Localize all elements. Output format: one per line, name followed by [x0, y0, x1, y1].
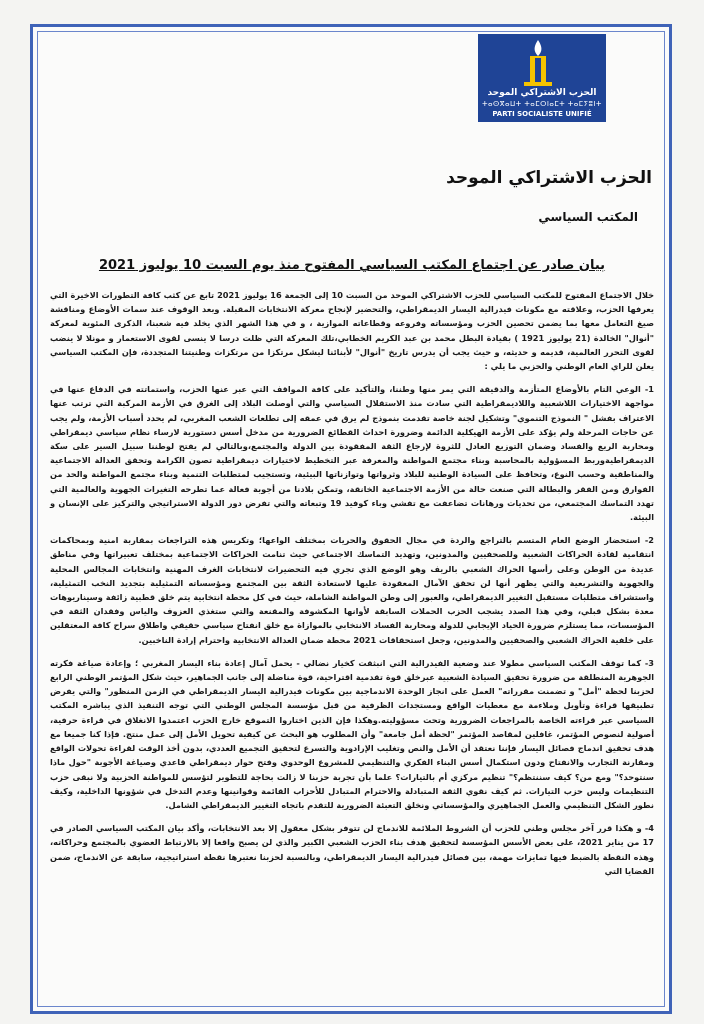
point-1-paragraph: 1- الوعي التام بالأوضاع المتأزمة والدقيقة التي يمر منها وطننا، والتأكيد على كافة المواقف التي عبر عنها الحزب، واستماتته في الدفاع عنها في مواجهة الاختيارات اللاشعبية واللاديمقراطية التي سادت منذ الاستقلال السياسي والتي أوصلت البلاد إلى الغرق في الأزمة المركبة التي ترتب عنها الاعتراف بفشل " النموذج التنموي" وتشكيل لجنة خاصة تقدمت بنموذج لم يرق في عمقه إلى تطلعات الشعب المغربي، لم يحدد أسباب الأزمة، ولم يجب عن حاجات المرحلة ولم يؤكد على الأزمة الهيكلية الدائمة وضرورة احداث القطائع الضرورية من مدخل أسس دستورية لارساء نظام سياسي ديمقراطي ومحاربة الريع والفساد وضمان التوزيع العادل للثروة لإرجاع الثقة المفقودة بين الدولة والمجتمع،وبالتالي لم يفتح لوطننا سبيل السير على سكة الديمقراطيةوربط المسؤولية بالمحاسبة وبناء مجتمع المواطنة والمعرفة عبر التخطيط لاختيارات ديمقراطية تصون الكرامة وتحقق العدالة الاجتماعية والمناطقية وحسب النوع، وتحافظ على السيادة الوطنية للبلاد وثرواتها وتوازناتها البيئية، وتستجيب لمتطلبات التنمية وبناء مجتمع المواطنة والحد من الفوارق ومن الفقر والبطالة التي صنعت حالة من الأزمة الاجتماعية الخانقة، وتمكن بلادنا من أجوبة فعالة عما تطرحه التغيرات الجهوية والعالمية التي تهدد التماسك المجتمعي، من تحديات ورهانات تضاعفت مع تفشي وباء كوفيد 19 وتبعاته والتي تفرض دور الدولة الاستراتيجي والتركيز على الإنسان و البيئة. — [50, 384, 654, 523]
flame-icon — [535, 40, 542, 56]
party-logo — [478, 34, 606, 122]
point-3-paragraph: 3- كما توقف المكتب السياسي مطولا عند وضعية الفيدرالية التي انبثقت كخيار نضالي - يحمل آمال إعادة بناء اليسار المغربي ؛ وإعادة صياغة فكرته الجوهرية المنطلقة من ضرورة تحقيق السيادة الشعبية عبرخلق قوة تقدمية اقتراحية، قوة مناضلة إلى جانب الجماهير، حيث شكل المؤتمر الوطني الرابع لحزبنا لحظة "أمل" و تضمنت مقرراته" العمل على انجاز الوحدة الاندماجية بين مكونات فيدرالية اليسار الديمقراطي في الزمن المنظور" والتي يفرض تطبيقها قراءة وتأويل وملاءمة مع معطيات الواقع ومستجدات الظرفية من قبل مؤسسة المجلس الوطني التي توجه التنفيذ الذي يباشره المكتب السياسي عبر قراءته الخاصة بالمراجعات الضرورية وتحت مسؤوليته.وهكذا فإن الذين اختاروا التموقع خارج الحزب اعتمدوا الانغلاق في قراءة حرفية، أصولية لنصوص المؤتمر، غافلين لمقاصد المؤتمر "لحظة أمل جامعة" وأن المطلوب هو البحث عن كيفية تحويل الأمل إلى عمل منتج. فإذا كنا جميعا مع هدف تحقيق اندماج فصائل اليسار فإننا نعتقد أن الأمل والنص وتغليب الإرادوية والتسرع لتحقيق التجميع العددي، بدون أخذ الوقت لقراءة تحولات الواقع ومقارنة التجارب والانفتاح ودون استكمال أسس البناء الفكري والتنظيمي للمشروع الوحدوي وفتح حوار ديمقراطي قاعدي وصياغة الأجوبة "حول ماذا سنتوحد؟" ومع من؟ كيف سننتظم؟" تنظيم مركزي أم بالتيارات؟ علما بأن تجربة حزبنا لا زالت بحاجة للتطوير لتؤسس للمواطنة الحزبية ولا نبقى حزب التنظيمات وليس حزب التيارات. ثم كيف نقوي الثقة المتبادلة والاحترام المتبادل للأحزاب القائمة وقوانينها وعدم التدخل في شؤونها الداخلية، وكيف نطور الشكل التنظيمي والعمل الجماهيري والمؤسساتي ونخلق التعبئة الضرورية للتقدم باتجاه التغيير الديمقراطي الشامل. — [50, 657, 654, 810]
political-bureau-heading: المكتب السياسي — [538, 210, 638, 224]
point-2-paragraph: 2- استحضار الوضع العام المتسم بالتراجع والردة في مجال الحقوق والحريات بمختلف الواعها؛ وتكريس هذه التراجعات بمقاربة امنية وبمحاكمات انتقامية لقادة الحراكات الشعبية وللصحفيين والمدونين، وتهديد التماسك الاجتماعي حيث تنامت الحراكات الاجتماعية بمختلف تعبيراتها وفي مناطق عديدة من الوطن وعلى رأسها الحراك الشعبي بالريف وهو الوضع الذي تجري فيه التحضيرات لانتخابات الغرف المهنية وانتخابات المجالس المحلية والجهوية والتشريعية والتي يظهر أنها لن تحقق الآمال المعقودة عليها لاستعادة الثقة بين المجتمع ومؤسساته التمثيلية بتجديد النخب التمثيلية، واستشراف متطلبات مستقبل التغيير الديمقراطي، والعبور إلى وطن المواطنة الشاملة، حيث في كل محطة انتخابية يتم خلق قطبية زائفة وسيناريوهات معدة بشكل قبلي، وفي هذا الصدد يشجب الحزب الحملات السابقة لأوانها المكشوفة والمقنعة والتي ستغذي العزوف والياس وفقدان الثقة في المؤسسات، مما يستلزم ضرورة الحياد الإيجابي للدولة ومحاربة الفساد الانتخابي بالموازاة مع خلق انفتاح سياسي حقيقي واطلاق سراح كافة المعتقلين على خلفية الحراك الشعبي والصحفيين والمدونين، وجعل استحقاقات 2021 محطة ضمان العدالة الانتخابية واحترام إرادة الناخبين. — [50, 535, 654, 645]
statement-body — [50, 288, 654, 887]
candle-base — [524, 82, 552, 86]
point-4-paragraph: 4- و هكذا قرر آخر مجلس وطني للحزب أن الشروط الملائمة للاندماج لن تتوفر بشكل معقول إلا بعد الانتخابات، وأكد بيان المكتب السياسي الصادر في 17 من يناير 2021، على بعض الأسس المؤسسة لتحقيق هدف بناء الحزب الشعبي الكبير والذي لن يصبح واقعا إلا بالارتباط العضوي بالمجتمع وحراكاته، وهذه النقطة بالضبط فيها تمايزات مهمة، بين فصائل فيدرالية اليسار الديمقراطي، وبالنسبة لحزبنا نعتبرها نقطة استراتيجية، سابقة عن الاندماج، ضمن القضايا التي — [50, 823, 654, 876]
logo-arabic-name: الحزب الاشتراكي الموحد — [487, 88, 597, 98]
intro-paragraph: خلال الاجتماع المفتوح للمكتب السياسي للحزب الاشتراكي الموحد من السبت 10 إلى الجمعة 16 يوليوز 2021 تابع عن كثب كافة التطورات الاخيرة التي يعرفها الحزب، وعلاقته مع مكونات فيدرالية اليسار الديمقراطي، والتحضير لإنجاح معركة الانتخابات المقبلة. وبعد الوقوف عند سمات الأوضاع ومناقشة صيغ التعامل معها بما يضمن تحصين الحزب ومؤسساته وفروعه وقطاعاته الموازية ، و في هذا الشهر الذي يخلد فيه شعبنا، الذكرى المئوية لمعركة "أنوال" الخالدة (21 يوليوز 1921 ) بقيادة البطل محمد بن عبد الكريم الخطابي،تلك المعركة التي ظلت درسا لا ينسى لقوى الاستعمار و مونلا لا ينضب لقوى التحرر العالمية، قديمه و حديثه، و حيث يجب أن يدرس تاريخ "أنوال" لأبنائنا ليشكل مرتكزا من مرتكزات وطنيتنا المتجددة، فإن المكتب السياسي يعلن للراي العام الوطني والحزبي ما يلي : — [50, 290, 654, 372]
party-name-heading: الحزب الاشتراكي الموحد — [446, 168, 652, 188]
logo-french-name: PARTI SOCIALISTE UNIFIÉ — [492, 110, 592, 118]
candle-groove — [535, 58, 541, 82]
candle-icon — [478, 34, 606, 122]
logo-amazigh-name: ⵜⴰⵙⴳⴰⵡⵜ ⵜⴰⵎⵔⵏⴰⵎⵜ ⵜⴰⵎⵢⵓⵏⵜ — [482, 100, 602, 108]
statement-title: بيان صادر عن اجتماع المكتب السياسي المفتوح منذ يوم السبت 10 يوليوز 2021 — [98, 258, 606, 273]
